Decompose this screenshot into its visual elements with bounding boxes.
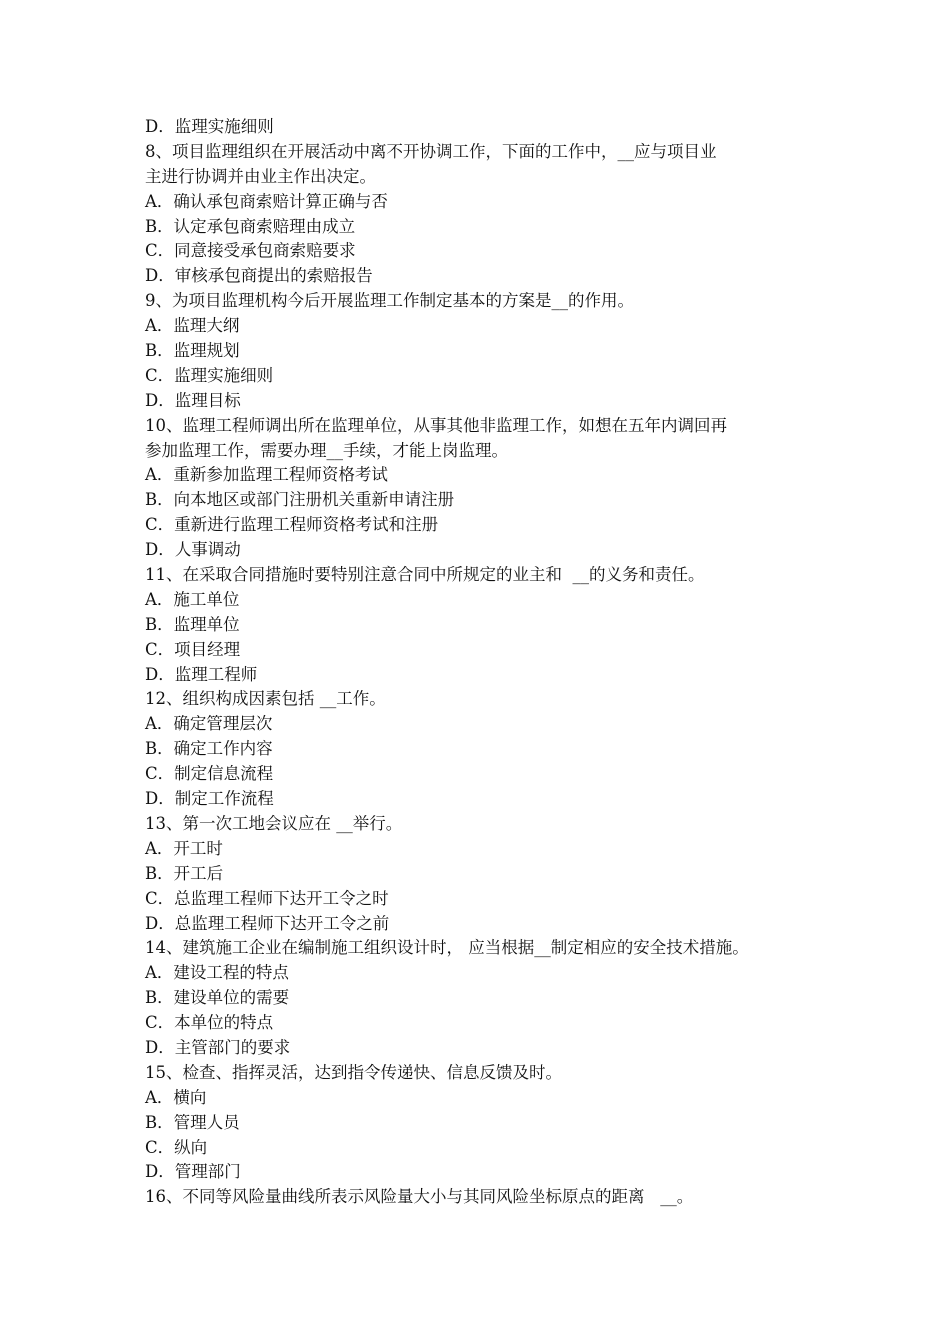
question-line: 12、组织构成因素包括 __工作。 [145,689,386,709]
option-line: B．管理人员 [145,1112,240,1132]
question-line: 15、检查、指挥灵活，达到指令传递快、信息反馈及时。 [145,1062,562,1082]
option-line: C．同意接受承包商索赔要求 [145,241,356,261]
option-line: A．开工时 [145,838,223,858]
option-line: A．重新参加监理工程师资格考试 [145,465,388,485]
question-line: 11、在采取合同措施时要特别注意合同中所规定的业主和 __的义务和责任。 [145,565,705,585]
option-line: A．建设工程的特点 [145,963,289,983]
option-line: B．开工后 [145,863,224,883]
option-line: C．纵向 [145,1137,208,1157]
question-line: 16、不同等风险量曲线所表示风险量大小与其同风险坐标原点的距离 __。 [145,1187,694,1207]
question-line: 10、监理工程师调出所在监理单位，从事其他非监理工作，如想在五年内调回再 [145,415,727,435]
option-line: C．总监理工程师下达开工令之时 [145,888,389,908]
option-line: C．重新进行监理工程师资格考试和注册 [145,515,439,535]
option-line: B．向本地区或部门注册机关重新申请注册 [145,490,455,510]
option-line: B．建设单位的需要 [145,988,290,1008]
option-line: D．人事调动 [145,540,241,560]
option-line: B．监理规划 [145,341,240,361]
option-line: B．确定工作内容 [145,739,273,759]
option-line: C．制定信息流程 [145,764,274,784]
option-line: D．审核承包商提出的索赔报告 [145,266,373,286]
option-line: C．监理实施细则 [145,365,274,385]
option-line: D．制定工作流程 [145,789,274,809]
option-line: D．总监理工程师下达开工令之前 [145,913,390,933]
option-line: A．监理大纲 [145,316,240,336]
question-line: 参加监理工作，需要办理__手续，才能上岗监理。 [145,440,508,460]
option-line: B．认定承包商索赔理由成立 [145,216,356,236]
option-line: D．主管部门的要求 [145,1037,291,1057]
option-line: A．确认承包商索赔计算正确与否 [145,191,388,211]
question-line: 14、建筑施工企业在编制施工组织设计时， 应当根据__制定相应的安全技术措施。 [145,938,749,958]
option-line: C．本单位的特点 [145,1013,274,1033]
option-line: D．监理目标 [145,390,241,410]
question-line: 13、第一次工地会议应在 __举行。 [145,813,403,833]
option-line: A．确定管理层次 [145,714,273,734]
option-line: A．横向 [145,1087,207,1107]
option-line: B．监理单位 [145,614,240,634]
document-page [145,115,825,1210]
question-line: 主进行协调并由业主作出决定。 [145,166,376,186]
option-line: D．监理工程师 [145,664,258,684]
question-line: 8、项目监理组织在开展活动中离不开协调工作，下面的工作中，__应与项目业 [145,141,717,161]
option-line: D．管理部门 [145,1162,241,1182]
option-line: A．施工单位 [145,589,240,609]
option-line: D．监理实施细则 [145,117,274,136]
option-line: C．项目经理 [145,639,241,659]
question-line: 9、为项目监理机构今后开展监理工作制定基本的方案是__的作用。 [145,291,634,311]
